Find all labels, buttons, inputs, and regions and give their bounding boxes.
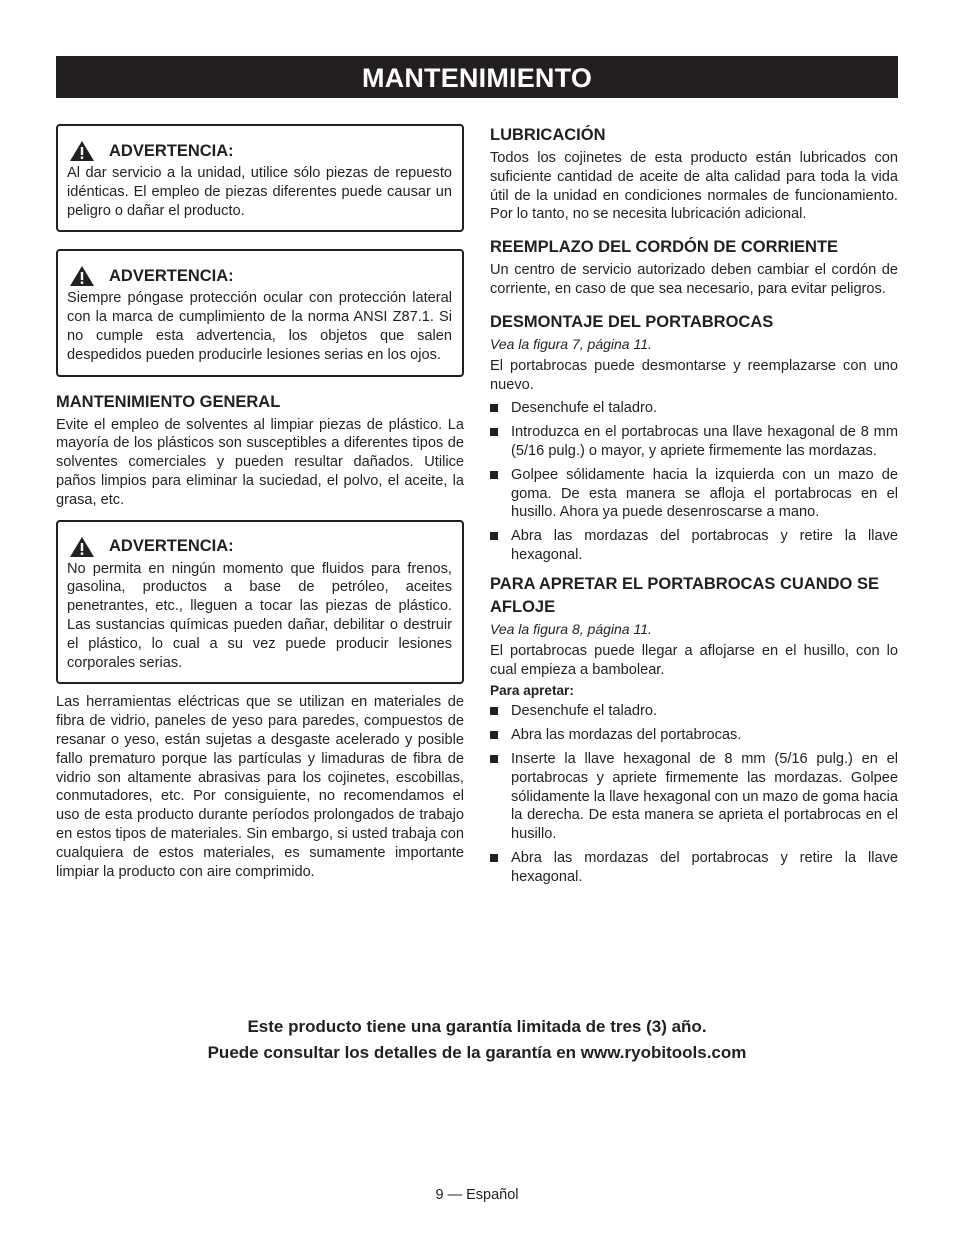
warning-text: Al dar servicio a la unidad, utilice sólo piezas de repuesto idénticas. El empleo de piezas diferentes puede causar un peligro o dañar el producto. <box>67 165 452 219</box>
bullet-square-icon <box>490 428 498 436</box>
warning-box-service <box>56 124 464 232</box>
section-general-maintenance <box>56 391 464 510</box>
warranty-note <box>56 1014 898 1066</box>
section-text: Un centro de servicio autorizado deben cambiar el cordón de corriente, en caso de que sea necesario, para evitar peligros. <box>490 262 898 297</box>
list-item: Golpee sólidamente hacia la izquierda con un mazo de goma. De esta manera se afloja el portabrocas en el husillo. Ahora ya puede desenroscarse a mano. <box>490 466 898 522</box>
warning-triangle-icon <box>69 265 95 287</box>
bullet-square-icon <box>490 755 498 763</box>
section-heading: MANTENIMIENTO GENERAL <box>56 392 281 411</box>
section-chuck-removal <box>490 311 898 565</box>
warning-text: Siempre póngase protección ocular con protección lateral con la marca de cumplimiento de la norma ANSI Z87.1. Si no cumple esta advertencia, los objetos que salen despedidos pueden producirle lesiones serias en los ojos. <box>67 290 452 363</box>
bullet-list <box>490 702 898 886</box>
list-item: Desenchufe el taladro. <box>490 702 898 721</box>
list-item: Introduzca en el portabrocas una llave hexagonal de 8 mm (5/16 pulg.) o mayor, y apriete firmemente las mordazas. <box>490 423 898 461</box>
section-heading: LUBRICACIÓN <box>490 126 606 144</box>
section-cord-replacement <box>490 236 898 299</box>
bullet-square-icon <box>490 854 498 862</box>
section-heading: PARA APRETAR EL PORTABROCAS CUANDO SE AFLOJE <box>490 574 879 616</box>
section-text: Todos los cojinetes de esta producto están lubricados con suficiente cantidad de aceite de alta calidad para toda la vida útil de la unidad en condiciones normales de funcionamiento. Por lo tanto, no se necesita lubricación adicional. <box>490 150 898 223</box>
bullet-square-icon <box>490 404 498 412</box>
warning-title: ADVERTENCIA: <box>109 266 234 285</box>
section-lubrication <box>490 124 898 224</box>
warning-box-fluids <box>56 520 464 685</box>
page-number: 9 — Español <box>435 1187 519 1203</box>
bullet-square-icon <box>490 707 498 715</box>
bullet-list <box>490 399 898 564</box>
right-column <box>490 124 898 892</box>
warning-title: ADVERTENCIA: <box>109 141 234 160</box>
warning-triangle-icon <box>69 536 95 558</box>
warning-text: No permita en ningún momento que fluidos para frenos, gasolina, productos a base de petróleo, aceites penetrantes, etc., lleguen a tocar las piezas de plástico. Las sustancias químicas pueden dañar, debilitar o destruir el plástico, lo cual a su vez puede producir lesiones corporales serias. <box>67 560 452 671</box>
section-tighten-chuck <box>490 573 898 887</box>
list-item: Abra las mordazas del portabrocas. <box>490 726 898 745</box>
subheading: Para apretar: <box>490 683 574 699</box>
section-text: El portabrocas puede llegar a aflojarse en el husillo, con lo cual empieza a bambolear. <box>490 642 898 678</box>
left-column <box>56 124 464 881</box>
warranty-line: Puede consultar los detalles de la garantía en www.ryobitools.com <box>207 1043 747 1062</box>
bullet-square-icon <box>490 731 498 739</box>
list-item: Abra las mordazas del portabrocas y retire la llave hexagonal. <box>490 527 898 565</box>
figure-reference: Vea la figura 8, página 11. <box>490 620 652 637</box>
bullet-square-icon <box>490 471 498 479</box>
list-item: Abra las mordazas del portabrocas y retire la llave hexagonal. <box>490 849 898 887</box>
section-text: El portabrocas puede desmontarse y reemplazarse con uno nuevo. <box>490 357 898 393</box>
warranty-line: Este producto tiene una garantía limitada de tres (3) año. <box>247 1017 707 1036</box>
list-item: Desenchufe el taladro. <box>490 399 898 418</box>
figure-reference: Vea la figura 7, página 11. <box>490 335 652 352</box>
warning-header <box>69 140 452 162</box>
section-heading: REEMPLAZO DEL CORDÓN DE CORRIENTE <box>490 238 839 257</box>
warning-header <box>69 536 452 558</box>
power-tools-text: Las herramientas eléctricas que se utilizan en materiales de fibra de vidrio, paneles de yeso para paredes, compuestos de resanar o yeso, están sujetas a desgaste acelerado y posible fallo prematuro porque las partículas y limaduras de fibra de vidrio son altamente abrasivas para los cojinetes, escobillas, conmutadores, etc. Por consiguiente, no recomendamos el uso de esta producto durante períodos prolongados de trabajo en estos tipos de materiales. Sin embargo, si usted trabaja con cualquiera de estos materiales, es sumamente importante limpiar la producto con aire comprimido. <box>56 694 464 880</box>
warning-triangle-icon <box>69 140 95 162</box>
page-title: MANTENIMIENTO <box>56 56 898 98</box>
warning-title: ADVERTENCIA: <box>109 537 234 556</box>
warning-box-eye-protection <box>56 249 464 376</box>
section-text: Evite el empleo de solventes al limpiar piezas de plástico. La mayoría de los plásticos son susceptibles a diferentes tipos de solventes comerciales y pueden resultar dañados. Utilice paños limpios para eliminar la suciedad, el polvo, el aceite, la grasa, etc. <box>56 416 464 508</box>
list-item: Inserte la llave hexagonal de 8 mm (5/16 pulg.) en el portabrocas y apriete firmemente las mordazas. Golpee sólidamente la llave hexagonal con un mazo de goma hacia la derecha. De esta manera se aprieta el portabrocas en el husillo. <box>490 750 898 844</box>
warning-header <box>69 265 452 287</box>
bullet-square-icon <box>490 532 498 540</box>
section-heading: DESMONTAJE DEL PORTABROCAS <box>490 312 774 331</box>
